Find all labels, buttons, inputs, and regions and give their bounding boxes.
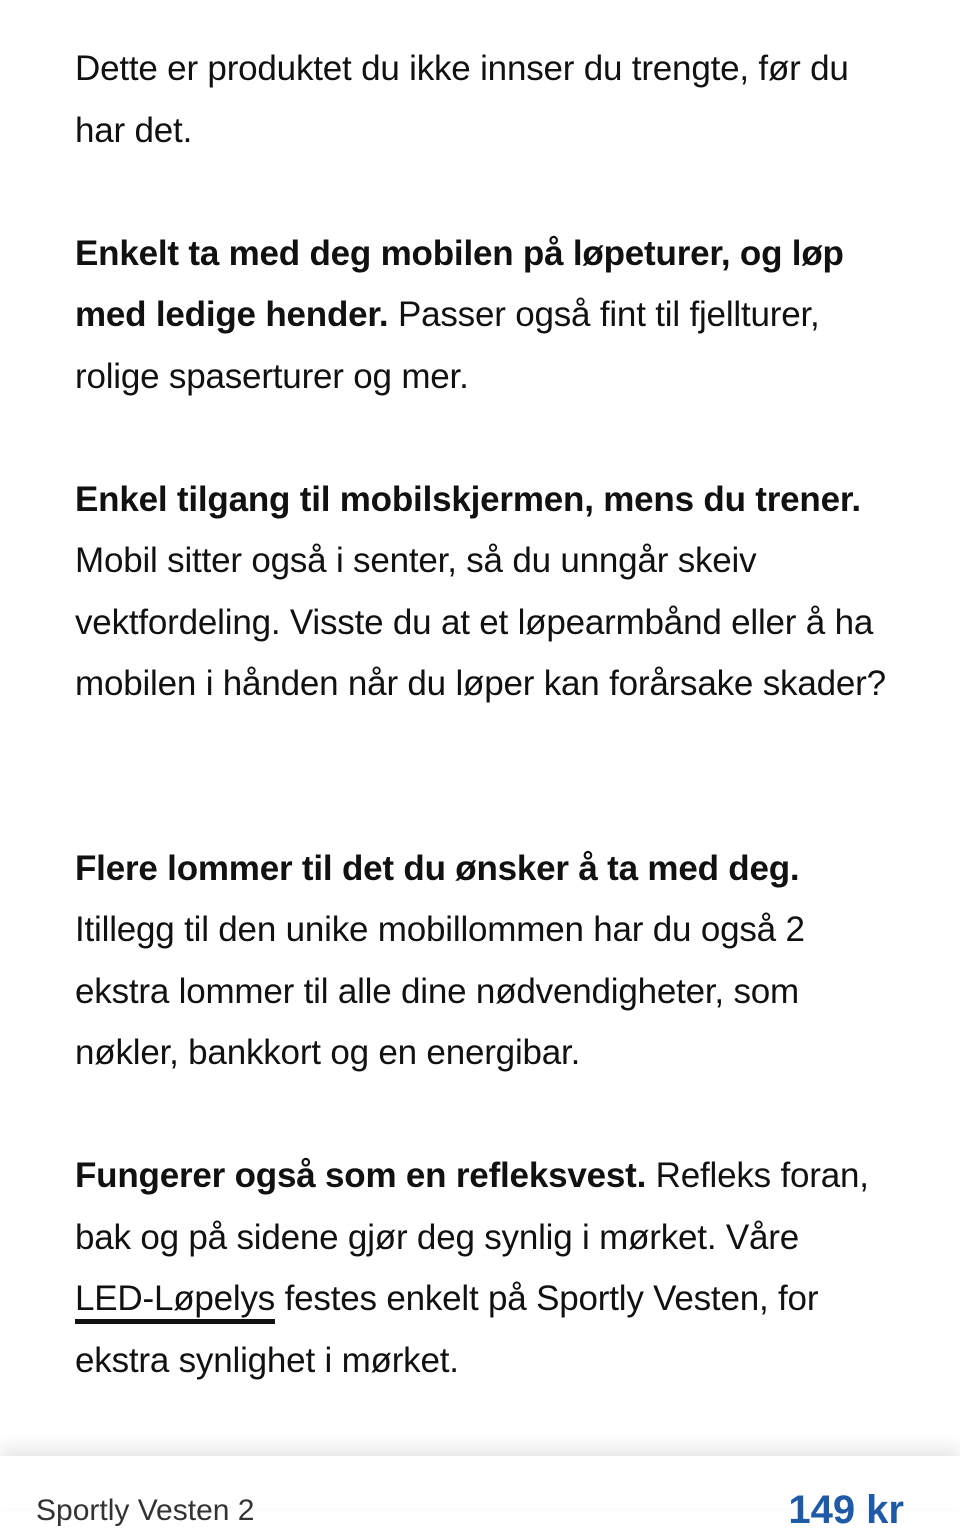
feature-heading-pockets: Flere lommer til det du ønsker å ta med deg. — [75, 848, 800, 888]
feature-heading-reflective: Fungerer også som en refleksvest. — [75, 1156, 647, 1195]
feature-text-reflective-before: Refleks foran, bak og på sidene gjør deg synlig i mørket. Våre — [75, 1156, 869, 1257]
intro-text: Dette er produktet du ikke innser du trengte, før du har det. — [75, 49, 849, 150]
feature-heading-hands-free: Enkelt ta med deg mobilen på løpeturer, og løp med ledige hender. — [75, 233, 844, 334]
feature-text-reflective-after: festes enkelt på Sportly Vesten, for ekstra synlighet i mørket. — [75, 1279, 819, 1380]
intro-paragraph — [75, 38, 905, 161]
feature-paragraph-screen-access — [75, 469, 905, 715]
feature-paragraph-reflective — [75, 1145, 905, 1391]
sticky-product-price: 149 kr — [788, 1488, 904, 1532]
feature-text-hands-free: Passer også fint til fjellturer, rolige spaserturer og mer. — [75, 295, 820, 396]
sticky-add-to-cart-bar[interactable] — [0, 1456, 960, 1532]
feature-text-screen-access: Mobil sitter også i senter, så du unngår skeiv vektfordeling. Visste du at et løpearmbånd eller å ha mobilen i hånden når du løper kan forårsake skader? — [75, 541, 886, 703]
sticky-product-name: Sportly Vesten 2 — [36, 1494, 255, 1527]
feature-text-pockets: Itillegg til den unike mobillommen har du også 2 ekstra lommer til alle dine nødvendigheter, som nøkler, bankkort og en energibar. — [75, 910, 805, 1072]
feature-paragraph-hands-free — [75, 223, 905, 408]
product-description — [75, 38, 905, 1453]
feature-heading-screen-access: Enkel tilgang til mobilskjermen, mens du trener. — [75, 479, 861, 519]
feature-paragraph-pockets — [75, 838, 905, 1084]
led-lopelys-link[interactable]: LED-Løpelys — [75, 1279, 275, 1324]
